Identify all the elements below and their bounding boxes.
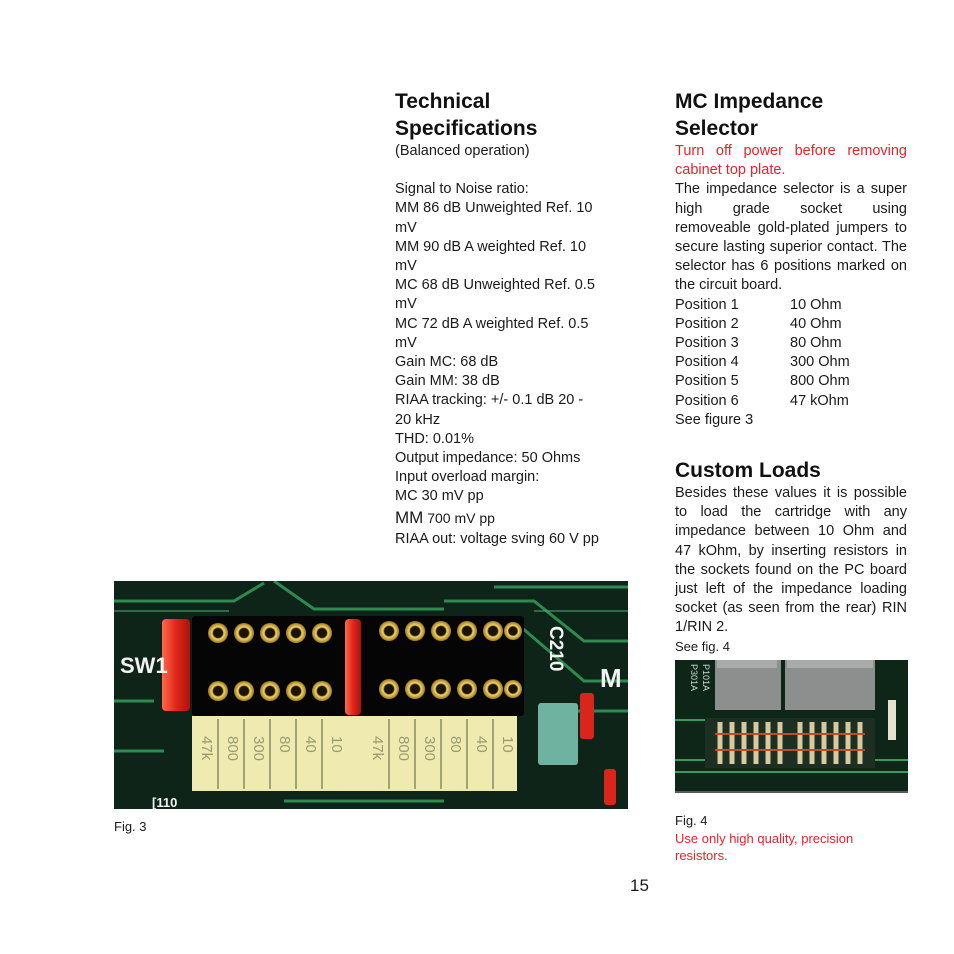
- svg-text:[110: [110: [152, 795, 178, 809]
- figure-4-photo: [675, 660, 908, 793]
- figure-4-caption: Fig. 4: [675, 813, 708, 828]
- svg-text:40: 40: [473, 736, 490, 753]
- see-figure-3: See figure 3: [675, 411, 754, 428]
- spec-line: mV: [395, 296, 417, 313]
- svg-text:47k: 47k: [198, 736, 215, 761]
- svg-text:P301A: P301A: [689, 664, 699, 692]
- resistor-board-illustration: [675, 660, 908, 793]
- position-row: Position 3 80 Ohm: [675, 335, 842, 352]
- svg-text:P101A: P101A: [701, 664, 711, 692]
- tech-specs-subtitle: (Balanced operation): [395, 143, 530, 159]
- svg-text:80: 80: [276, 736, 293, 753]
- spec-line: RIAA tracking: +/- 0.1 dB 20 -: [395, 392, 584, 409]
- spec-line: MM 90 dB A weighted Ref. 10: [395, 238, 587, 255]
- mc-impedance-title: MC Impedance Selector: [675, 90, 824, 140]
- spec-line: mV: [395, 334, 417, 351]
- spec-line-mm-overload: MM 700 mV pp: [395, 507, 495, 527]
- position-row: Position 5 800 Ohm: [675, 373, 850, 390]
- spec-line: MC 30 mV pp: [395, 488, 484, 505]
- svg-text:10: 10: [328, 736, 345, 753]
- svg-text:47k: 47k: [369, 736, 386, 761]
- svg-text:80: 80: [447, 736, 464, 753]
- circuit-board-illustration: [114, 581, 628, 809]
- mc-impedance-body: The impedance selector is a super high grade socket using removeable gold-plated jumpers to secure lasting superior contact. The selector has 6 positions marked on the circuit board.: [675, 181, 907, 294]
- spec-line: MC 72 dB A weighted Ref. 0.5: [395, 315, 589, 332]
- position-row: Position 2 40 Ohm: [675, 315, 842, 332]
- svg-text:800: 800: [395, 736, 412, 762]
- spec-line: Input overload margin:: [395, 469, 540, 486]
- spec-line: Signal to Noise ratio:: [395, 181, 529, 198]
- svg-text:300: 300: [421, 736, 438, 762]
- mc-impedance-section: [675, 88, 907, 430]
- spec-line: mV: [395, 219, 417, 236]
- svg-text:300: 300: [250, 736, 267, 762]
- positions-table: [675, 296, 907, 411]
- precision-resistor-note: Use only high quality, precision resistors.: [675, 831, 854, 863]
- tech-specs-title: Technical Specifications: [395, 90, 538, 140]
- spec-line: RIAA out: voltage sving 60 V pp: [395, 530, 599, 547]
- spec-line: Gain MC: 68 dB: [395, 354, 499, 371]
- power-warning: Turn off power before removing cabinet top plate.: [675, 143, 907, 179]
- tech-specs-section: [395, 88, 630, 549]
- spec-line: mV: [395, 258, 417, 275]
- position-row: Position 6 47 kOhm: [675, 392, 849, 409]
- custom-loads-body: Besides these values it is possible to load the cartridge with any impedance between 10 Ohm and 47 kOhm, by inserting resistors in the sockets found on the PC board just left of the impedance loading socket (as seen from the rear) RIN 1/RIN 2.: [675, 485, 907, 636]
- svg-text:C210: C210: [545, 626, 566, 672]
- spec-line: 20 kHz: [395, 411, 441, 428]
- svg-text:40: 40: [302, 736, 319, 753]
- svg-text:M: M: [600, 663, 622, 693]
- jumper-right: [345, 619, 361, 715]
- spec-line: MM 86 dB Unweighted Ref. 10: [395, 200, 593, 217]
- svg-text:10: 10: [499, 736, 516, 753]
- position-row: Position 4 300 Ohm: [675, 354, 850, 371]
- custom-loads-section: [675, 457, 907, 655]
- figure-3-photo: [114, 581, 628, 809]
- position-row: Position 1 10 Ohm: [675, 296, 842, 313]
- figure-3-caption: Fig. 3: [114, 819, 147, 834]
- svg-text:800: 800: [224, 736, 241, 762]
- custom-loads-title: Custom Loads: [675, 459, 821, 482]
- spec-line: THD: 0.01%: [395, 430, 474, 447]
- see-fig-4: See fig. 4: [675, 638, 730, 654]
- page-number: 15: [630, 876, 649, 895]
- spec-line: Output impedance: 50 Ohms: [395, 450, 581, 467]
- spec-line: MC 68 dB Unweighted Ref. 0.5: [395, 277, 595, 294]
- svg-text:SW1: SW1: [120, 653, 168, 678]
- tech-specs-list: [395, 180, 630, 549]
- spec-line: Gain MM: 38 dB: [395, 373, 500, 390]
